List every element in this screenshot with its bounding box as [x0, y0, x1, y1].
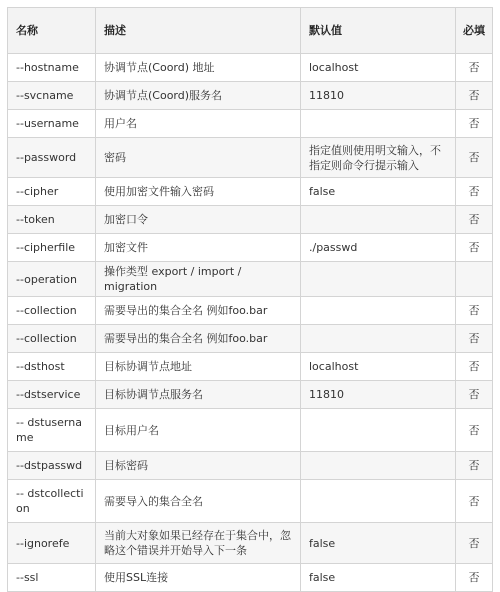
param-default: false: [301, 523, 456, 564]
param-default: ./passwd: [301, 234, 456, 262]
table-row: [8, 353, 493, 381]
param-desc: 当前大对象如果已经存在于集合中，忽略这个错误并开始导入下一条: [96, 523, 301, 564]
param-desc: 需要导出的集合全名 例如foo.bar: [96, 325, 301, 353]
param-name: --username: [8, 110, 96, 138]
table-row: [8, 110, 493, 138]
param-name: --cipher: [8, 178, 96, 206]
param-desc: 目标用户名: [96, 409, 301, 452]
param-name: --cipherfile: [8, 234, 96, 262]
param-default: 11810: [301, 82, 456, 110]
param-desc: 使用加密文件输入密码: [96, 178, 301, 206]
param-desc: 目标密码: [96, 452, 301, 480]
param-required: [456, 262, 493, 297]
param-name: --operation: [8, 262, 96, 297]
header-name: 名称: [8, 8, 96, 54]
param-name: --ignorefe: [8, 523, 96, 564]
table-row: [8, 178, 493, 206]
param-default: [301, 480, 456, 523]
param-required: 否: [456, 178, 493, 206]
param-desc: 目标协调节点服务名: [96, 381, 301, 409]
param-required: 否: [456, 381, 493, 409]
param-default: [301, 262, 456, 297]
param-desc: 目标协调节点地址: [96, 353, 301, 381]
header-desc: 描述: [96, 8, 301, 54]
param-desc: 协调节点(Coord)服务名: [96, 82, 301, 110]
param-name: --dstservice: [8, 381, 96, 409]
param-required: 否: [456, 297, 493, 325]
header-required: 必填: [456, 8, 493, 54]
table-row: [8, 234, 493, 262]
param-name: --ssl: [8, 564, 96, 592]
param-name: --collection: [8, 325, 96, 353]
param-required: 否: [456, 480, 493, 523]
table-row: [8, 82, 493, 110]
param-desc: 加密文件: [96, 234, 301, 262]
param-desc: 需要导入的集合全名: [96, 480, 301, 523]
table-row: [8, 523, 493, 564]
table-row: [8, 381, 493, 409]
table-row: [8, 409, 493, 452]
param-desc: 密码: [96, 138, 301, 178]
param-default: [301, 452, 456, 480]
param-desc: 协调节点(Coord) 地址: [96, 54, 301, 82]
param-desc: 需要导出的集合全名 例如foo.bar: [96, 297, 301, 325]
param-default: [301, 325, 456, 353]
param-default: localhost: [301, 353, 456, 381]
param-required: 否: [456, 82, 493, 110]
param-desc: 操作类型 export / import / migration: [96, 262, 301, 297]
table-row: [8, 262, 493, 297]
param-default: 11810: [301, 381, 456, 409]
param-name: -- dstusername: [8, 409, 96, 452]
param-desc: 使用SSL连接: [96, 564, 301, 592]
param-required: 否: [456, 452, 493, 480]
param-desc: 加密口令: [96, 206, 301, 234]
param-desc: 用户名: [96, 110, 301, 138]
param-default: [301, 297, 456, 325]
table-row: [8, 138, 493, 178]
parameter-table: [7, 7, 493, 592]
table-row: [8, 54, 493, 82]
param-required: 否: [456, 523, 493, 564]
param-required: 否: [456, 564, 493, 592]
param-default: localhost: [301, 54, 456, 82]
param-required: 否: [456, 325, 493, 353]
param-required: 否: [456, 138, 493, 178]
param-name: --password: [8, 138, 96, 178]
param-default: [301, 409, 456, 452]
param-default: 指定值则使用明文输入，不指定则命令行提示输入: [301, 138, 456, 178]
table-row: [8, 206, 493, 234]
param-required: 否: [456, 234, 493, 262]
param-default: [301, 206, 456, 234]
param-name: --collection: [8, 297, 96, 325]
param-default: [301, 110, 456, 138]
parameter-table-container: [7, 7, 493, 592]
table-row: [8, 452, 493, 480]
header-default: 默认值: [301, 8, 456, 54]
param-name: -- dstcollection: [8, 480, 96, 523]
param-default: false: [301, 564, 456, 592]
param-default: false: [301, 178, 456, 206]
param-required: 否: [456, 110, 493, 138]
table-header-row: [8, 8, 493, 54]
param-name: --hostname: [8, 54, 96, 82]
table-row: [8, 564, 493, 592]
param-name: --token: [8, 206, 96, 234]
table-row: [8, 297, 493, 325]
param-required: 否: [456, 206, 493, 234]
param-required: 否: [456, 353, 493, 381]
param-name: --svcname: [8, 82, 96, 110]
table-row: [8, 480, 493, 523]
param-required: 否: [456, 54, 493, 82]
table-row: [8, 325, 493, 353]
param-required: 否: [456, 409, 493, 452]
param-name: --dstpasswd: [8, 452, 96, 480]
param-name: --dsthost: [8, 353, 96, 381]
